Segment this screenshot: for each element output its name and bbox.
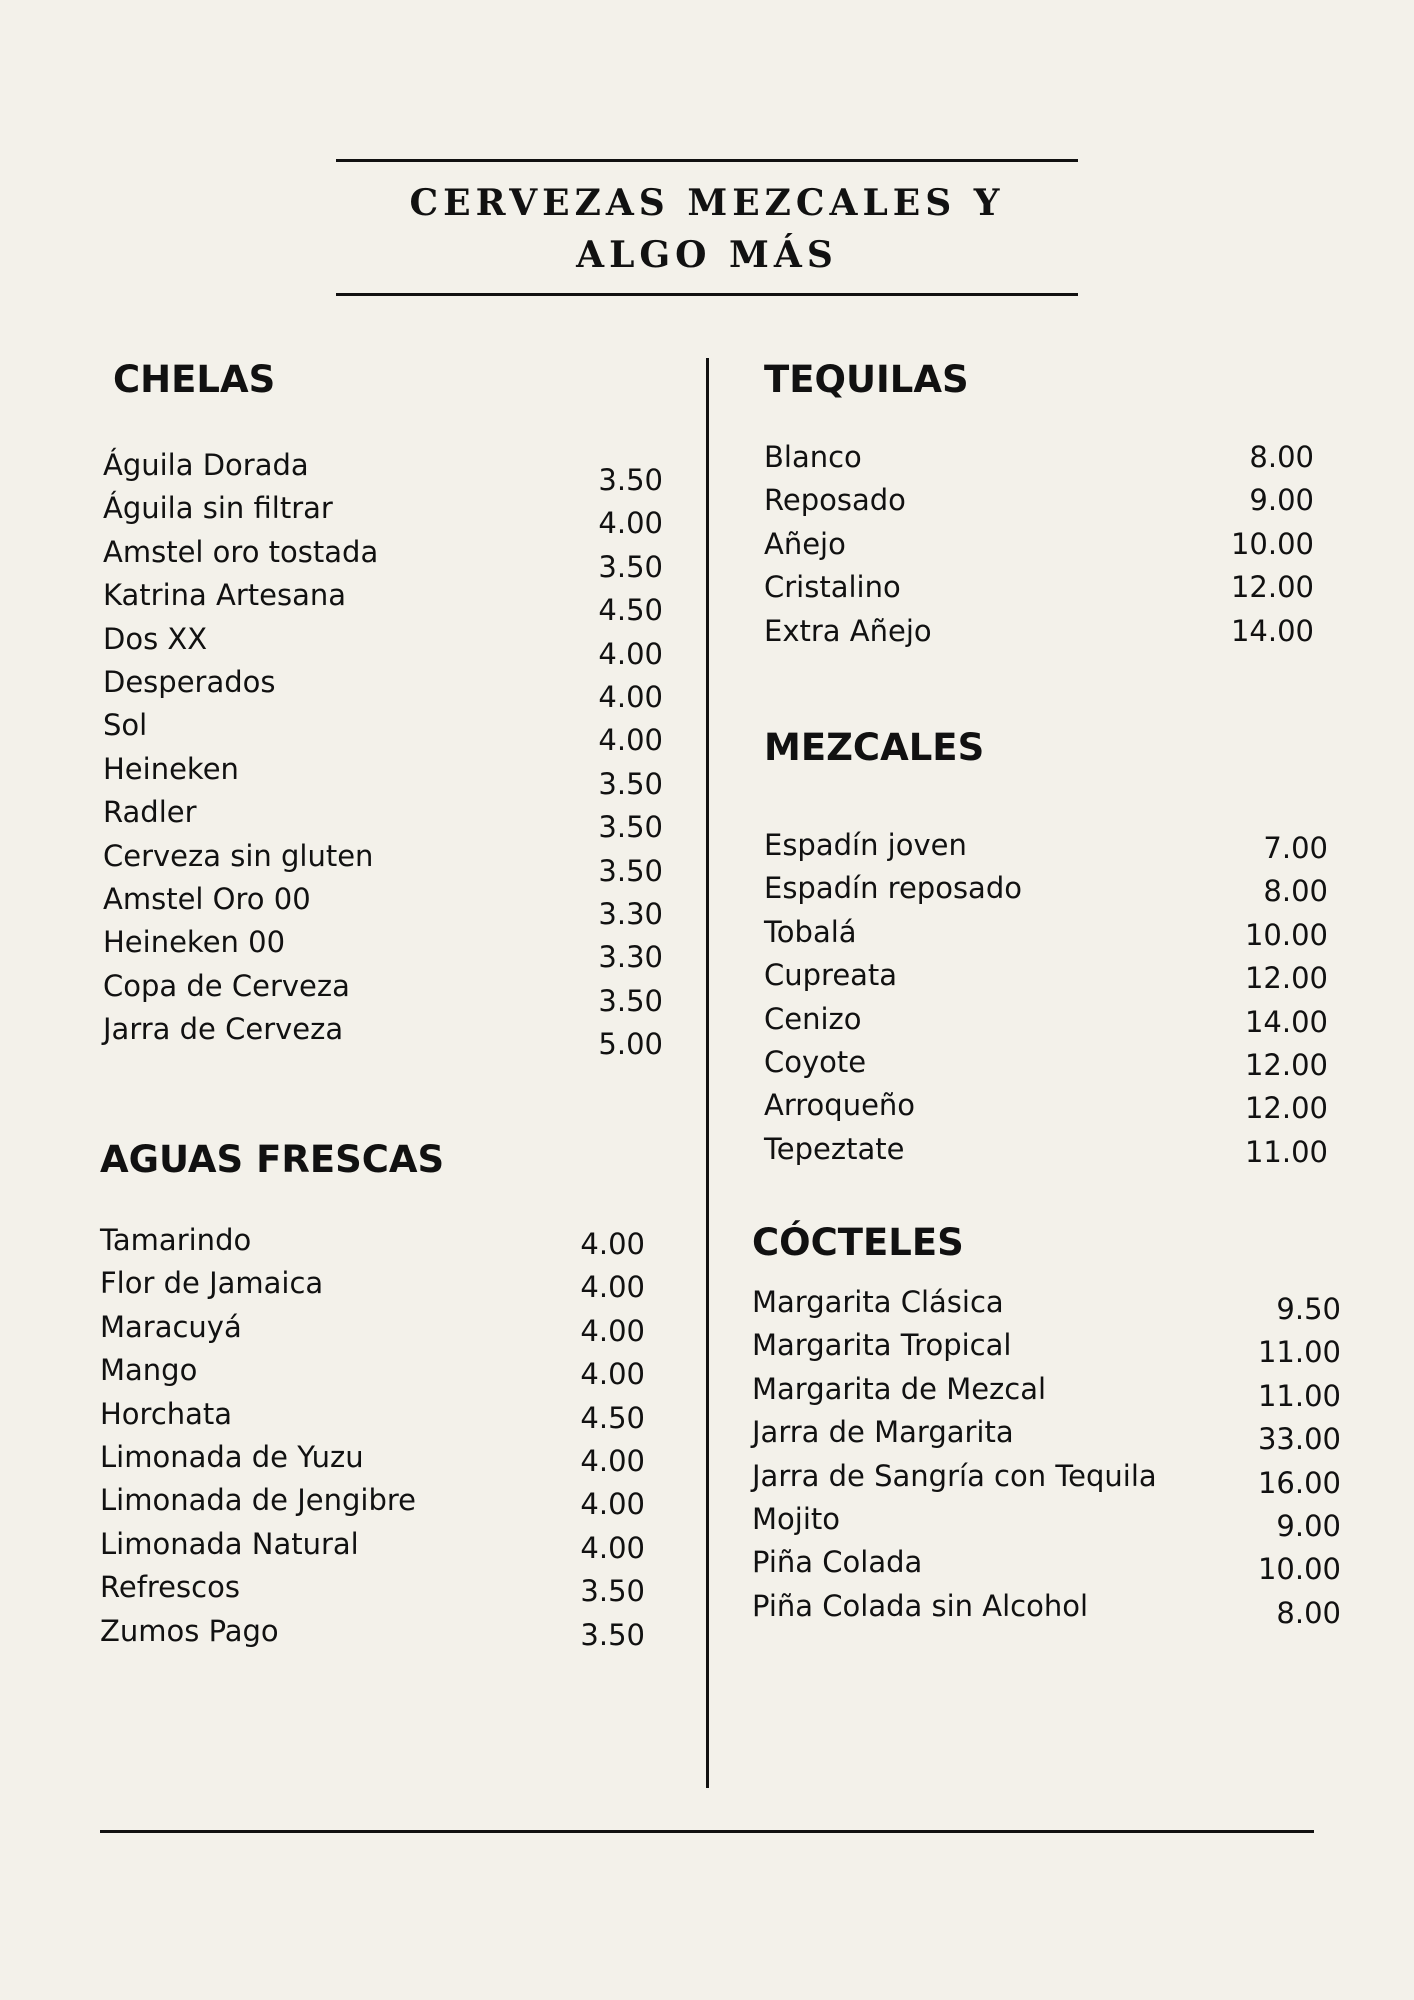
menu-item-name: Desperados (103, 664, 276, 699)
menu-item-name: Águila sin filtrar (103, 491, 333, 526)
menu-item-name: Arroqueño (764, 1088, 916, 1123)
menu-item-price: 9.00 (1249, 483, 1314, 518)
menu-item-price: 7.00 (1263, 831, 1328, 865)
item-names-cocteles (752, 1281, 1202, 1628)
menu-item-name: Reposado (764, 483, 906, 518)
menu-item-name: Radler (103, 795, 197, 830)
menu-item-name: Jarra de Cerveza (103, 1012, 344, 1047)
menu-item-name: Blanco (764, 440, 862, 474)
menu-item-name: Sol (103, 708, 148, 743)
menu-item-price: 3.50 (598, 549, 663, 584)
menu-item-name: Amstel Oro 00 (103, 881, 311, 916)
menu-item-price: 4.00 (598, 723, 663, 758)
menu-item-name: Margarita Tropical (752, 1328, 1012, 1363)
menu-item-name: Cristalino (764, 570, 901, 605)
section-heading-aguas-frescas: AGUAS FRESCAS (100, 1138, 445, 1181)
menu-item-name: Tobalá (764, 914, 857, 949)
title-bottom-rule (336, 293, 1078, 296)
menu-item-price: 4.00 (580, 1270, 645, 1305)
menu-item-name: Amstel oro tostada (103, 534, 379, 569)
menu-item-price: 3.50 (580, 1574, 645, 1609)
menu-item-price: 33.00 (1257, 1422, 1341, 1457)
menu-item-price: 11.00 (1257, 1378, 1341, 1413)
menu-item-price: 12.00 (1244, 1047, 1328, 1082)
item-prices-tequilas (1214, 436, 1314, 653)
menu-item-price: 4.50 (580, 1400, 645, 1435)
item-prices-mezcales (1228, 827, 1328, 1174)
title-top-rule (336, 159, 1078, 162)
menu-item-price: 14.00 (1230, 613, 1314, 648)
menu-item-price: 3.30 (598, 940, 663, 975)
menu-item-price: 9.50 (1276, 1292, 1341, 1326)
menu-item-name: Jarra de Margarita (752, 1415, 1014, 1450)
menu-item-name: Mango (100, 1353, 198, 1388)
menu-item-price: 4.00 (580, 1530, 645, 1565)
menu-item-price: 4.00 (580, 1313, 645, 1348)
item-names-tequilas (764, 436, 932, 653)
menu-item-name: Limonada Natural (100, 1526, 359, 1561)
menu-item-name: Jarra de Sangría con Tequila (752, 1458, 1157, 1493)
menu-item-name: Heineken (103, 751, 239, 786)
menu-item-price: 12.00 (1230, 570, 1314, 605)
section-heading-mezcales: MEZCALES (764, 726, 985, 769)
menu-item-price: 3.50 (598, 983, 663, 1018)
section-heading-chelas: CHELAS (113, 358, 276, 401)
menu-item-price: 11.00 (1244, 1134, 1328, 1169)
menu-item-price: 3.50 (598, 766, 663, 801)
menu-item-price: 12.00 (1244, 1091, 1328, 1126)
section-heading-tequilas: TEQUILAS (764, 358, 969, 401)
menu-item-price: 10.00 (1230, 526, 1314, 561)
menu-item-price: 4.00 (598, 679, 663, 714)
menu-item-name: Piña Colada sin Alcohol (752, 1588, 1089, 1623)
item-names-aguas-frescas (100, 1219, 416, 1653)
menu-item-price: 16.00 (1257, 1465, 1341, 1500)
menu-item-price: 8.00 (1249, 440, 1314, 474)
menu-item-price: 3.30 (598, 896, 663, 931)
menu-item-name: Tamarindo (100, 1223, 252, 1257)
menu-item-price: 12.00 (1244, 961, 1328, 996)
menu-item-name: Refrescos (100, 1570, 240, 1605)
menu-item-price: 4.00 (580, 1357, 645, 1392)
section-heading-cocteles: CÓCTELES (752, 1221, 964, 1264)
menu-item-name: Espadín joven (764, 828, 967, 862)
menu-item-name: Águila Dorada (103, 448, 309, 482)
item-names-mezcales (764, 824, 1022, 1171)
menu-item-name: Limonada de Yuzu (100, 1439, 364, 1474)
menu-item-name: Añejo (764, 526, 846, 561)
menu-item-price: 4.00 (598, 506, 663, 541)
menu-item-name: Dos XX (103, 621, 208, 656)
menu-item-name: Zumos Pago (100, 1613, 279, 1648)
menu-item-price: 8.00 (1263, 874, 1328, 909)
menu-item-name: Katrina Artesana (103, 578, 347, 613)
menu-item-name: Copa de Cerveza (103, 968, 350, 1003)
menu-item-name: Horchata (100, 1396, 233, 1431)
menu-item-name: Piña Colada (752, 1545, 923, 1580)
page-title-line-2: ALGO MÁS (576, 234, 838, 276)
menu-item-price: 3.50 (598, 810, 663, 845)
menu-item-name: Extra Añejo (764, 613, 932, 648)
column-divider (706, 358, 709, 1788)
menu-item-name: Limonada de Jengibre (100, 1483, 416, 1518)
menu-item-price: 4.00 (598, 636, 663, 671)
item-prices-chelas (560, 459, 663, 1066)
menu-item-price: 3.50 (598, 463, 663, 497)
menu-item-price: 10.00 (1257, 1552, 1341, 1587)
menu-item-name: Cupreata (764, 958, 898, 993)
menu-item-price: 4.00 (580, 1487, 645, 1522)
item-prices-aguas-frescas (545, 1223, 645, 1657)
menu-item-name: Tepeztate (764, 1131, 905, 1166)
menu-item-price: 10.00 (1244, 917, 1328, 952)
page-title-line-1: CERVEZAS MEZCALES Y (409, 182, 1005, 224)
menu-item-name: Flor de Jamaica (100, 1266, 324, 1301)
menu-item-price: 14.00 (1244, 1004, 1328, 1039)
menu-item-name: Espadín reposado (764, 871, 1022, 906)
footer-rule (100, 1830, 1314, 1833)
item-prices-cocteles (1241, 1288, 1341, 1635)
item-names-chelas (103, 444, 378, 1051)
menu-item-name: Cerveza sin gluten (103, 838, 374, 873)
menu-item-price: 5.00 (598, 1027, 663, 1062)
menu-item-name: Margarita de Mezcal (752, 1371, 1047, 1406)
menu-item-price: 4.00 (580, 1227, 645, 1261)
menu-item-price: 11.00 (1257, 1335, 1341, 1370)
menu-item-price: 3.50 (598, 853, 663, 888)
menu-item-price: 8.00 (1276, 1595, 1341, 1630)
menu-item-price: 4.00 (580, 1443, 645, 1478)
menu-item-name: Cenizo (764, 1001, 862, 1036)
page-title (336, 177, 1078, 281)
menu-item-name: Mojito (752, 1501, 840, 1536)
menu-item-price: 3.50 (580, 1617, 645, 1652)
menu-item-name: Maracuyá (100, 1309, 242, 1344)
menu-item-price: 9.00 (1276, 1508, 1341, 1543)
menu-item-price: 4.50 (598, 593, 663, 628)
menu-item-name: Margarita Clásica (752, 1285, 1004, 1319)
menu-item-name: Heineken 00 (103, 925, 286, 960)
menu-item-name: Coyote (764, 1044, 867, 1079)
